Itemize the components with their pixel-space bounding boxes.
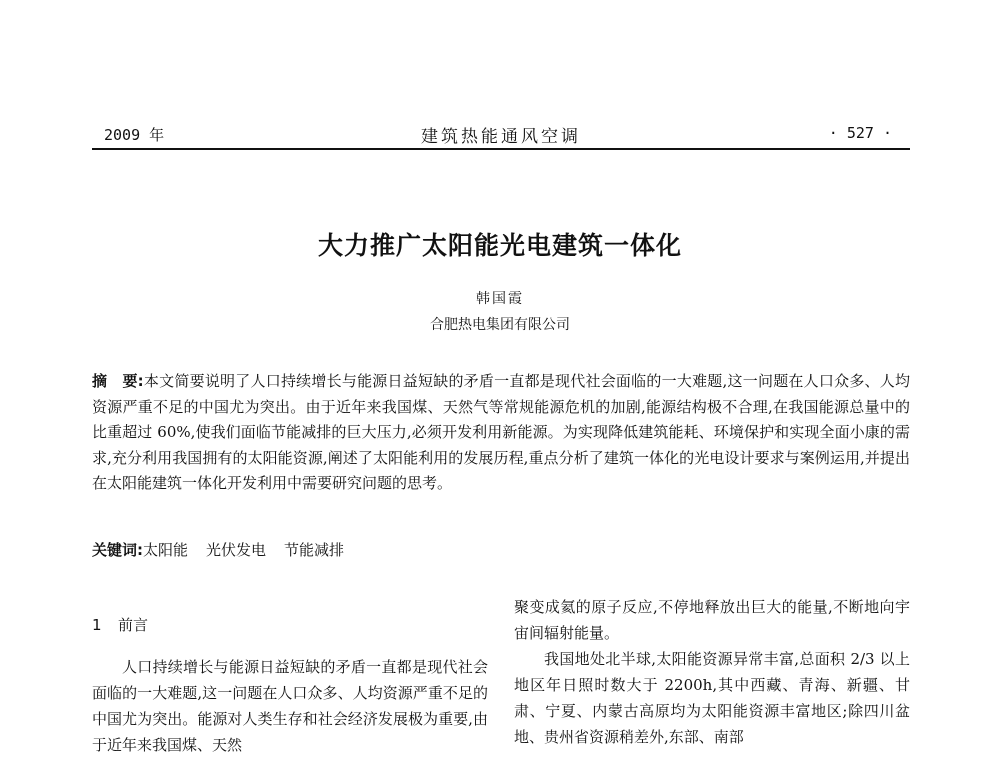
paper-title: 大力推广太阳能光电建筑一体化 [317,231,682,260]
section-title: 前言 [118,616,149,634]
header-year: 2009 年 [104,126,165,144]
keywords [92,539,910,561]
abstract-text: 本文简要说明了人口持续增长与能源日益短缺的矛盾一直都是现代社会面临的一大难题,这一问题在人口众多、人均资源严重不足的中国尤为突出。由于近年来我国煤、天然气等常规能源危机的加剧,能源结构极不合理,在我国能源总量中的比重超过 60%,使我们面临节能减排的巨大压力,必须开发利用新能源。为实现降低建筑能耗、环境保护和实现全面小康的需求,充分利用我国拥有的太阳能资源,阐述了太阳能利用的发展历程,重点分析了建筑一体化的光电设计要求与案例运用,并提出在太阳能建筑一体化开发利用中需要研究问题的思考。 [92,372,911,492]
author-name: 韩国霞 [476,291,524,307]
body-paragraph: 我国地处北半球,太阳能资源异常丰富,总面积 2/3 以上地区年日照时数大于 2200h,其中西藏、青海、新疆、甘肃、宁夏、内蒙古高原均为太阳能资源丰富地区;除四川盆地、贵州省资源稍差外,东部、南部 [514,650,910,746]
keyword-item: 节能减排 [284,541,345,559]
keywords-label: 关键词: [92,541,143,559]
body-paragraph: 人口持续增长与能源日益短缺的矛盾一直都是现代社会面临的一大难题,这一问题在人口众多、人均资源严重不足的中国尤为突出。能源对人类生存和社会经济发展极为重要,由于近年来我国煤、天然 [92,658,488,754]
header-page-number: · 527 · [828,124,892,142]
abstract-label: 摘 要: [92,372,144,390]
abstract [92,369,910,497]
header-journal-name: 建筑热能通风空调 [421,127,581,147]
left-column [92,606,488,758]
body-paragraph-continued: 聚变成氦的原子反应,不停地释放出巨大的能量,不断地向宇宙间辐射能量。 [514,598,910,642]
keyword-item: 太阳能 [143,541,189,559]
keyword-item: 光伏发电 [206,541,267,559]
section-number: 1 [92,616,102,634]
right-column [514,594,910,750]
author-affiliation: 合肥热电集团有限公司 [430,317,570,333]
running-header [92,118,910,146]
header-rule [92,148,910,150]
section-heading [92,612,488,638]
